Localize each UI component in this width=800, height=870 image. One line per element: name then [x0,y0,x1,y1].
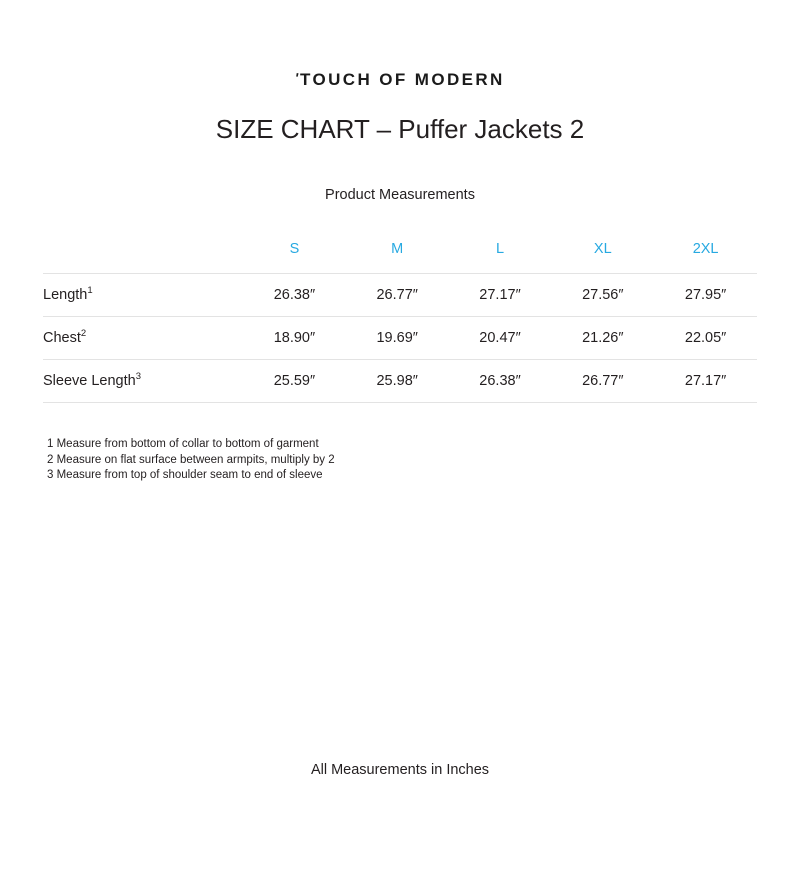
column-header-size-m: M [391,241,404,257]
table-row [43,360,757,403]
cell-chest-xl: 21.26″ [582,330,624,346]
note-3: 3 Measure from top of shoulder seam to end of sleeve [47,469,323,481]
column-header-size-l: L [495,241,505,257]
measurement-notes [43,437,757,484]
brand-tick-mark: ' [293,69,303,87]
cell-chest-2xl: 22.05″ [684,330,727,346]
table-header-row [43,225,757,274]
size-table-container [43,225,757,403]
cell-sleeve-s: 25.59″ [273,373,316,389]
page-title: SIZE CHART – Puffer Jackets 2 [215,114,585,144]
row-label-sleeve-length [43,360,243,403]
footer-note: All Measurements in Inches [310,762,490,778]
column-header-size-xl: XL [593,241,612,257]
cell-length-m: 26.77″ [376,287,418,303]
cell-length-l: 27.17″ [479,287,521,303]
row-label-length [43,274,243,317]
table-row [43,317,757,360]
section-subtitle: Product Measurements [325,187,475,203]
cell-chest-m: 19.69″ [376,330,418,346]
row-note-ref: 3 [135,371,142,383]
brand-logo [0,70,800,90]
cell-sleeve-m: 25.98″ [376,373,418,389]
cell-length-xl: 27.56″ [582,287,624,303]
row-note-ref: 1 [87,285,93,297]
table-row [43,274,757,317]
row-label-text: Sleeve Length [43,373,136,389]
cell-chest-l: 20.47″ [479,330,521,346]
cell-sleeve-2xl: 27.17″ [684,373,727,389]
row-note-ref: 2 [80,328,87,340]
column-header-size-s: S [289,241,300,257]
cell-length-2xl: 27.95″ [684,287,727,303]
cell-chest-s: 18.90″ [273,330,316,346]
column-header-measurement [43,225,243,274]
size-table [43,225,757,403]
row-label-text: Chest [43,330,81,346]
cell-sleeve-xl: 26.77″ [582,373,624,389]
brand-name: TOUCH OF MODERN [299,70,505,89]
size-table-body [43,274,757,403]
row-label-text: Length [43,287,88,303]
note-1: 1 Measure from bottom of collar to bottom of garment [47,438,319,450]
note-2: 2 Measure on flat surface between armpits, multiply by 2 [47,453,335,466]
size-table-head [43,225,757,274]
cell-length-s: 26.38″ [273,287,316,303]
column-header-size-2xl: 2XL [692,241,719,257]
cell-sleeve-l: 26.38″ [479,373,521,389]
size-chart-page [0,70,800,870]
row-label-chest [43,317,243,360]
